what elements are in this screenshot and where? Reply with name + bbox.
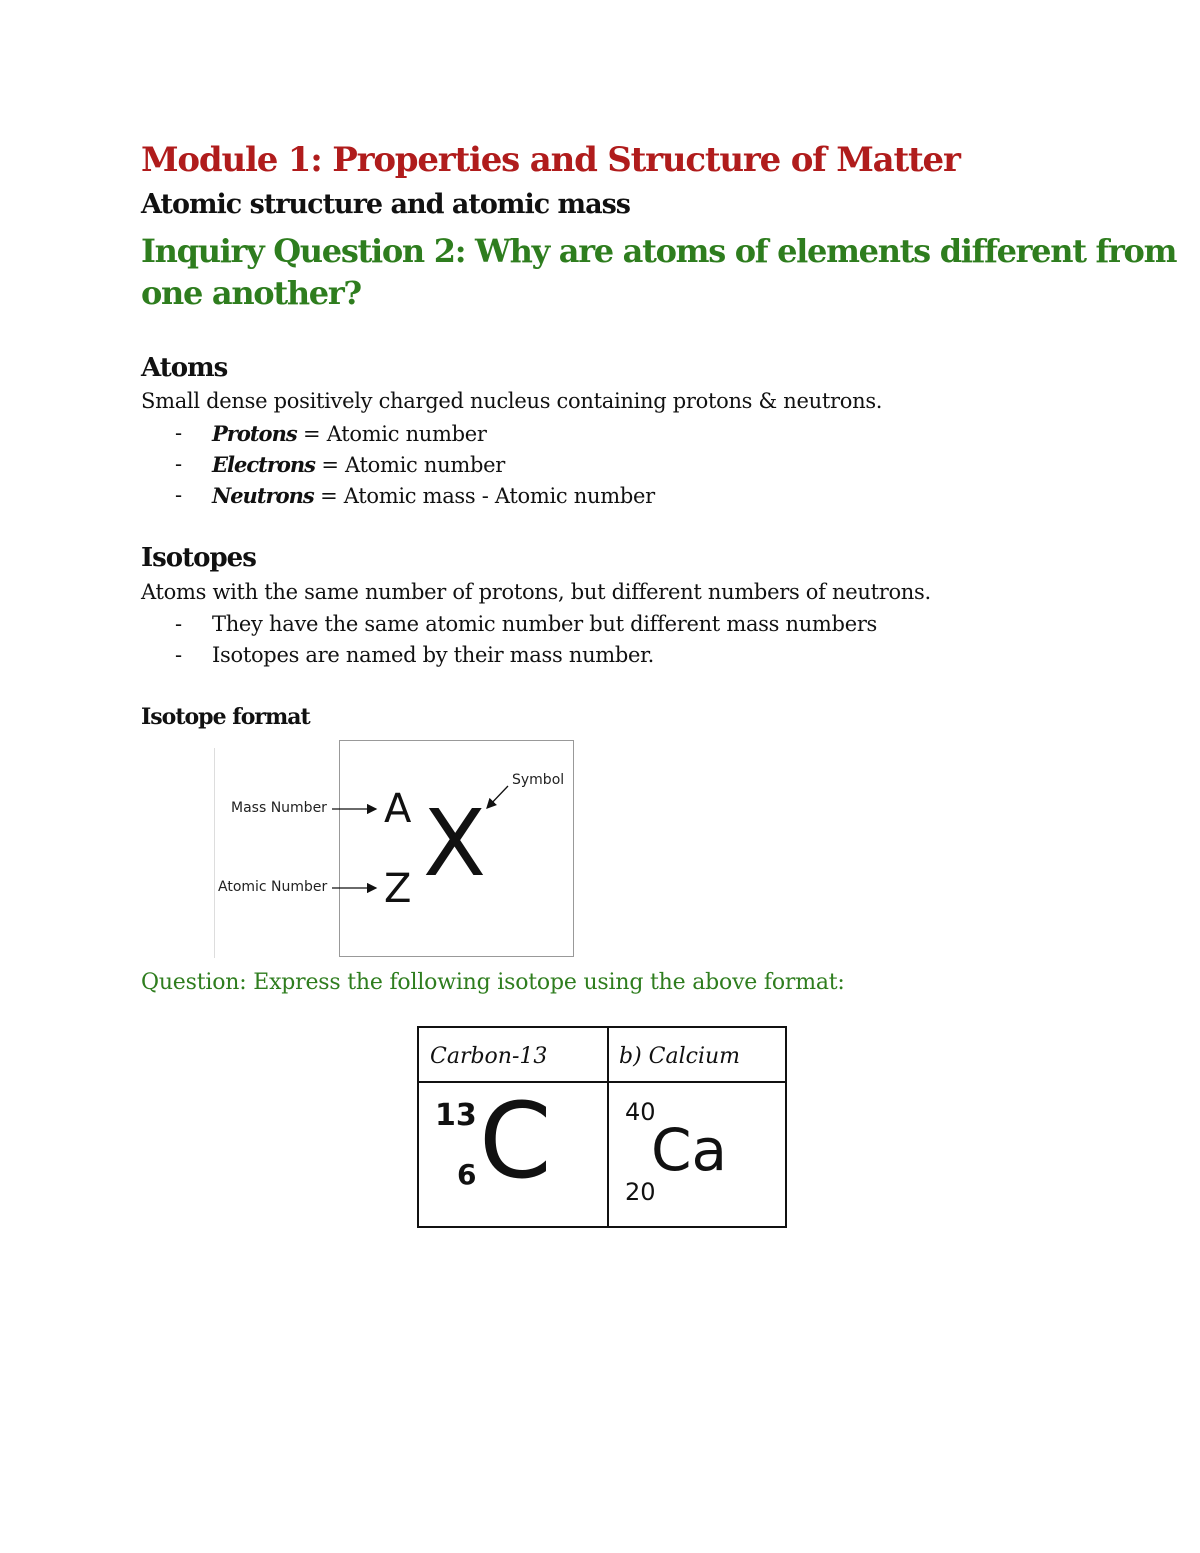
table-header-calcium: b) Calcium [619, 1044, 741, 1069]
calcium-symbol: Ca [651, 1116, 728, 1184]
question-text: Question: Express the following isotope using the above format: [141, 970, 845, 995]
mass-number-label: Mass Number [231, 800, 327, 816]
isotope-table [417, 1026, 787, 1228]
bullet-term: Protons [212, 421, 297, 446]
calcium-atomic-number: 20 [625, 1178, 656, 1206]
bullet-dash: - [175, 612, 183, 636]
atoms-bullet-neutrons [212, 483, 655, 508]
carbon-symbol: C [479, 1080, 552, 1202]
atomic-number-label: Atomic Number [218, 879, 328, 895]
mass-letter: A [384, 786, 412, 832]
bullet-dash: - [175, 483, 183, 507]
isotope-format-diagram [214, 738, 580, 960]
bullet-dash: - [175, 452, 183, 476]
inquiry-question [141, 230, 1176, 314]
atomic-letter: Z [384, 866, 412, 912]
calcium-mass-number: 40 [625, 1098, 656, 1126]
inquiry-question-line2: one another? [141, 274, 361, 312]
atoms-bullet-electrons [212, 452, 505, 477]
isotope-format-heading: Isotope format [141, 704, 310, 730]
bullet-term: Electrons [212, 452, 315, 477]
module-title: Module 1: Properties and Structure of Matter [141, 140, 960, 180]
table-divider [607, 1028, 609, 1226]
atoms-bullet-protons [212, 421, 487, 446]
isotopes-bullet: They have the same atomic number but different mass numbers [212, 612, 878, 636]
symbol-arrow [487, 786, 508, 808]
bullet-dash: - [175, 643, 183, 667]
diagram-arrows [214, 738, 580, 960]
atoms-description: Small dense positively charged nucleus containing protons & neutrons. [141, 389, 883, 413]
table-header-carbon: Carbon-13 [430, 1044, 548, 1069]
bullet-term: Neutrons [212, 483, 314, 508]
isotopes-heading: Isotopes [141, 543, 256, 573]
carbon-atomic-number: 6 [457, 1158, 477, 1191]
isotopes-bullet: Isotopes are named by their mass number. [212, 643, 654, 667]
bullet-text: = Atomic number [315, 453, 505, 477]
atoms-heading: Atoms [141, 353, 228, 383]
table-divider [419, 1081, 785, 1083]
section-subtitle: Atomic structure and atomic mass [141, 189, 631, 220]
symbol-label: Symbol [512, 772, 565, 788]
inquiry-question-line1: Inquiry Question 2: Why are atoms of elements different from [141, 232, 1177, 270]
isotopes-description: Atoms with the same number of protons, but different numbers of neutrons. [141, 580, 931, 604]
bullet-dash: - [175, 421, 183, 445]
carbon-mass-number: 13 [435, 1098, 477, 1133]
symbol-letter: X [423, 790, 487, 897]
bullet-text: = Atomic number [296, 422, 487, 446]
bullet-text: = Atomic mass - Atomic number [313, 484, 655, 508]
